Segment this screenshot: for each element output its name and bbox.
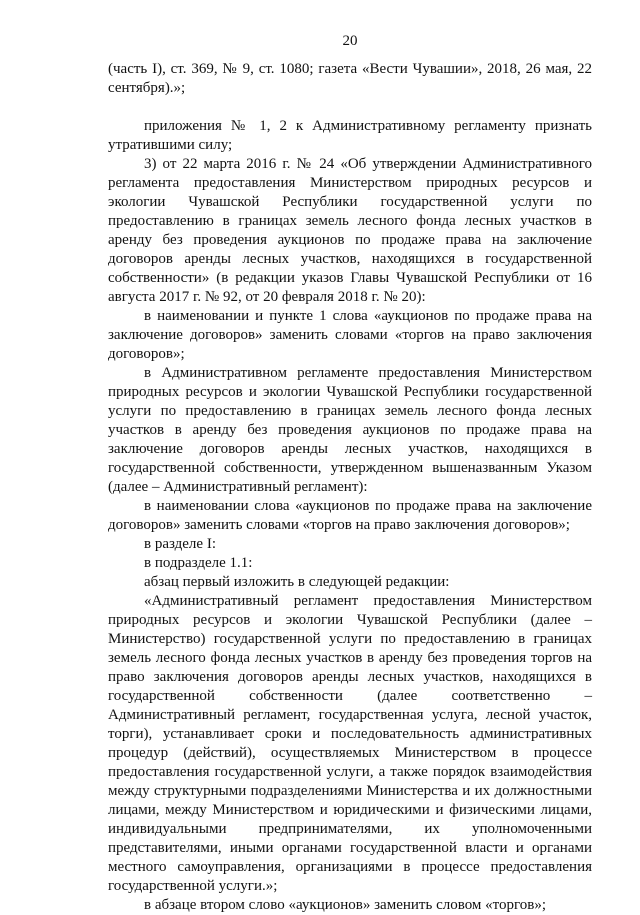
paragraph-subsection-1-1: в подразделе 1.1:	[144, 555, 253, 571]
paragraph-section-1: в разделе I:	[144, 536, 216, 552]
paragraph-second-abzac: в абзаце втором слово «аукционов» заменить словом «торгов»;	[144, 897, 547, 913]
paragraph-first-abzac: абзац первый изложить в следующей редакции:	[144, 574, 450, 590]
paragraph-regulation: в Административном регламенте предоставления Министерством природных ресурсов и экологии Чувашской Республики государственной услуги по предоставлению в границах земель лесного фонда лесных участков в аренду без проведения аукционов по продаже права на заключение договоров аренды лесных участков, находящихся в государственной собственности, утвержденном вышеназванным Указом (далее – Административный регламент):	[108, 365, 592, 495]
paragraph-item-3: 3) от 22 марта 2016 г. № 24 «Об утверждении Административного регламента предоставления Министерством природных ресурсов и экологии Чувашской Республики государственной услуги по предоставлению в границах земель лесного фонда лесных участков в аренду без проведения аукционов по продаже права на заключение договоров аренды лесных участков, находящихся в государственной собственности» (в редакции указов Главы Чувашской Республики от 16 августа 2017 г. № 92, от 20 февраля 2018 г. № 20):	[108, 156, 592, 305]
paragraph-appendices: приложения № 1, 2 к Административному регламенту признать утратившими силу;	[108, 118, 592, 153]
paragraph-name-change: в наименовании слова «аукционов по продаже права на заключение договоров» заменить словами «торгов на право заключения договоров»;	[108, 498, 592, 533]
paragraph-continuation: (часть I), ст. 369, № 9, ст. 1080; газета «Вести Чувашии», 2018, 26 мая, 22 сентября).»;	[108, 61, 592, 96]
page-number: 20	[342, 33, 358, 49]
paragraph-new-wording: «Административный регламент предоставления Министерством природных ресурсов и экологии Чувашской Республики (далее – Министерство) государственной услуги по предоставлению в границах земель лесного фонда лесных участков в аренду без проведения торгов на право заключения договоров аренды лесных участков, находящихся в государственной собственности (далее соответственно – Административный регламент, государственная услуга, лесной участок, торги), устанавливает сроки и последовательность административных процедур (действий), осуществляемых Министерством в процессе предоставления государственной услуги, а также порядок взаимодействия между структурными подразделениями Министерства и их должностными лицами, между Министерством и юридическими и физическими лицами, индивидуальными предпринимателями, их уполномоченными представителями, иными органами государственной власти и органами местного самоуправления, организациями в процессе предоставления государственной услуги.»;	[108, 593, 592, 894]
paragraph-title-change: в наименовании и пункте 1 слова «аукционов по продаже права на заключение договоров» заменить словами «торгов на право заключения договоров»;	[108, 308, 592, 362]
